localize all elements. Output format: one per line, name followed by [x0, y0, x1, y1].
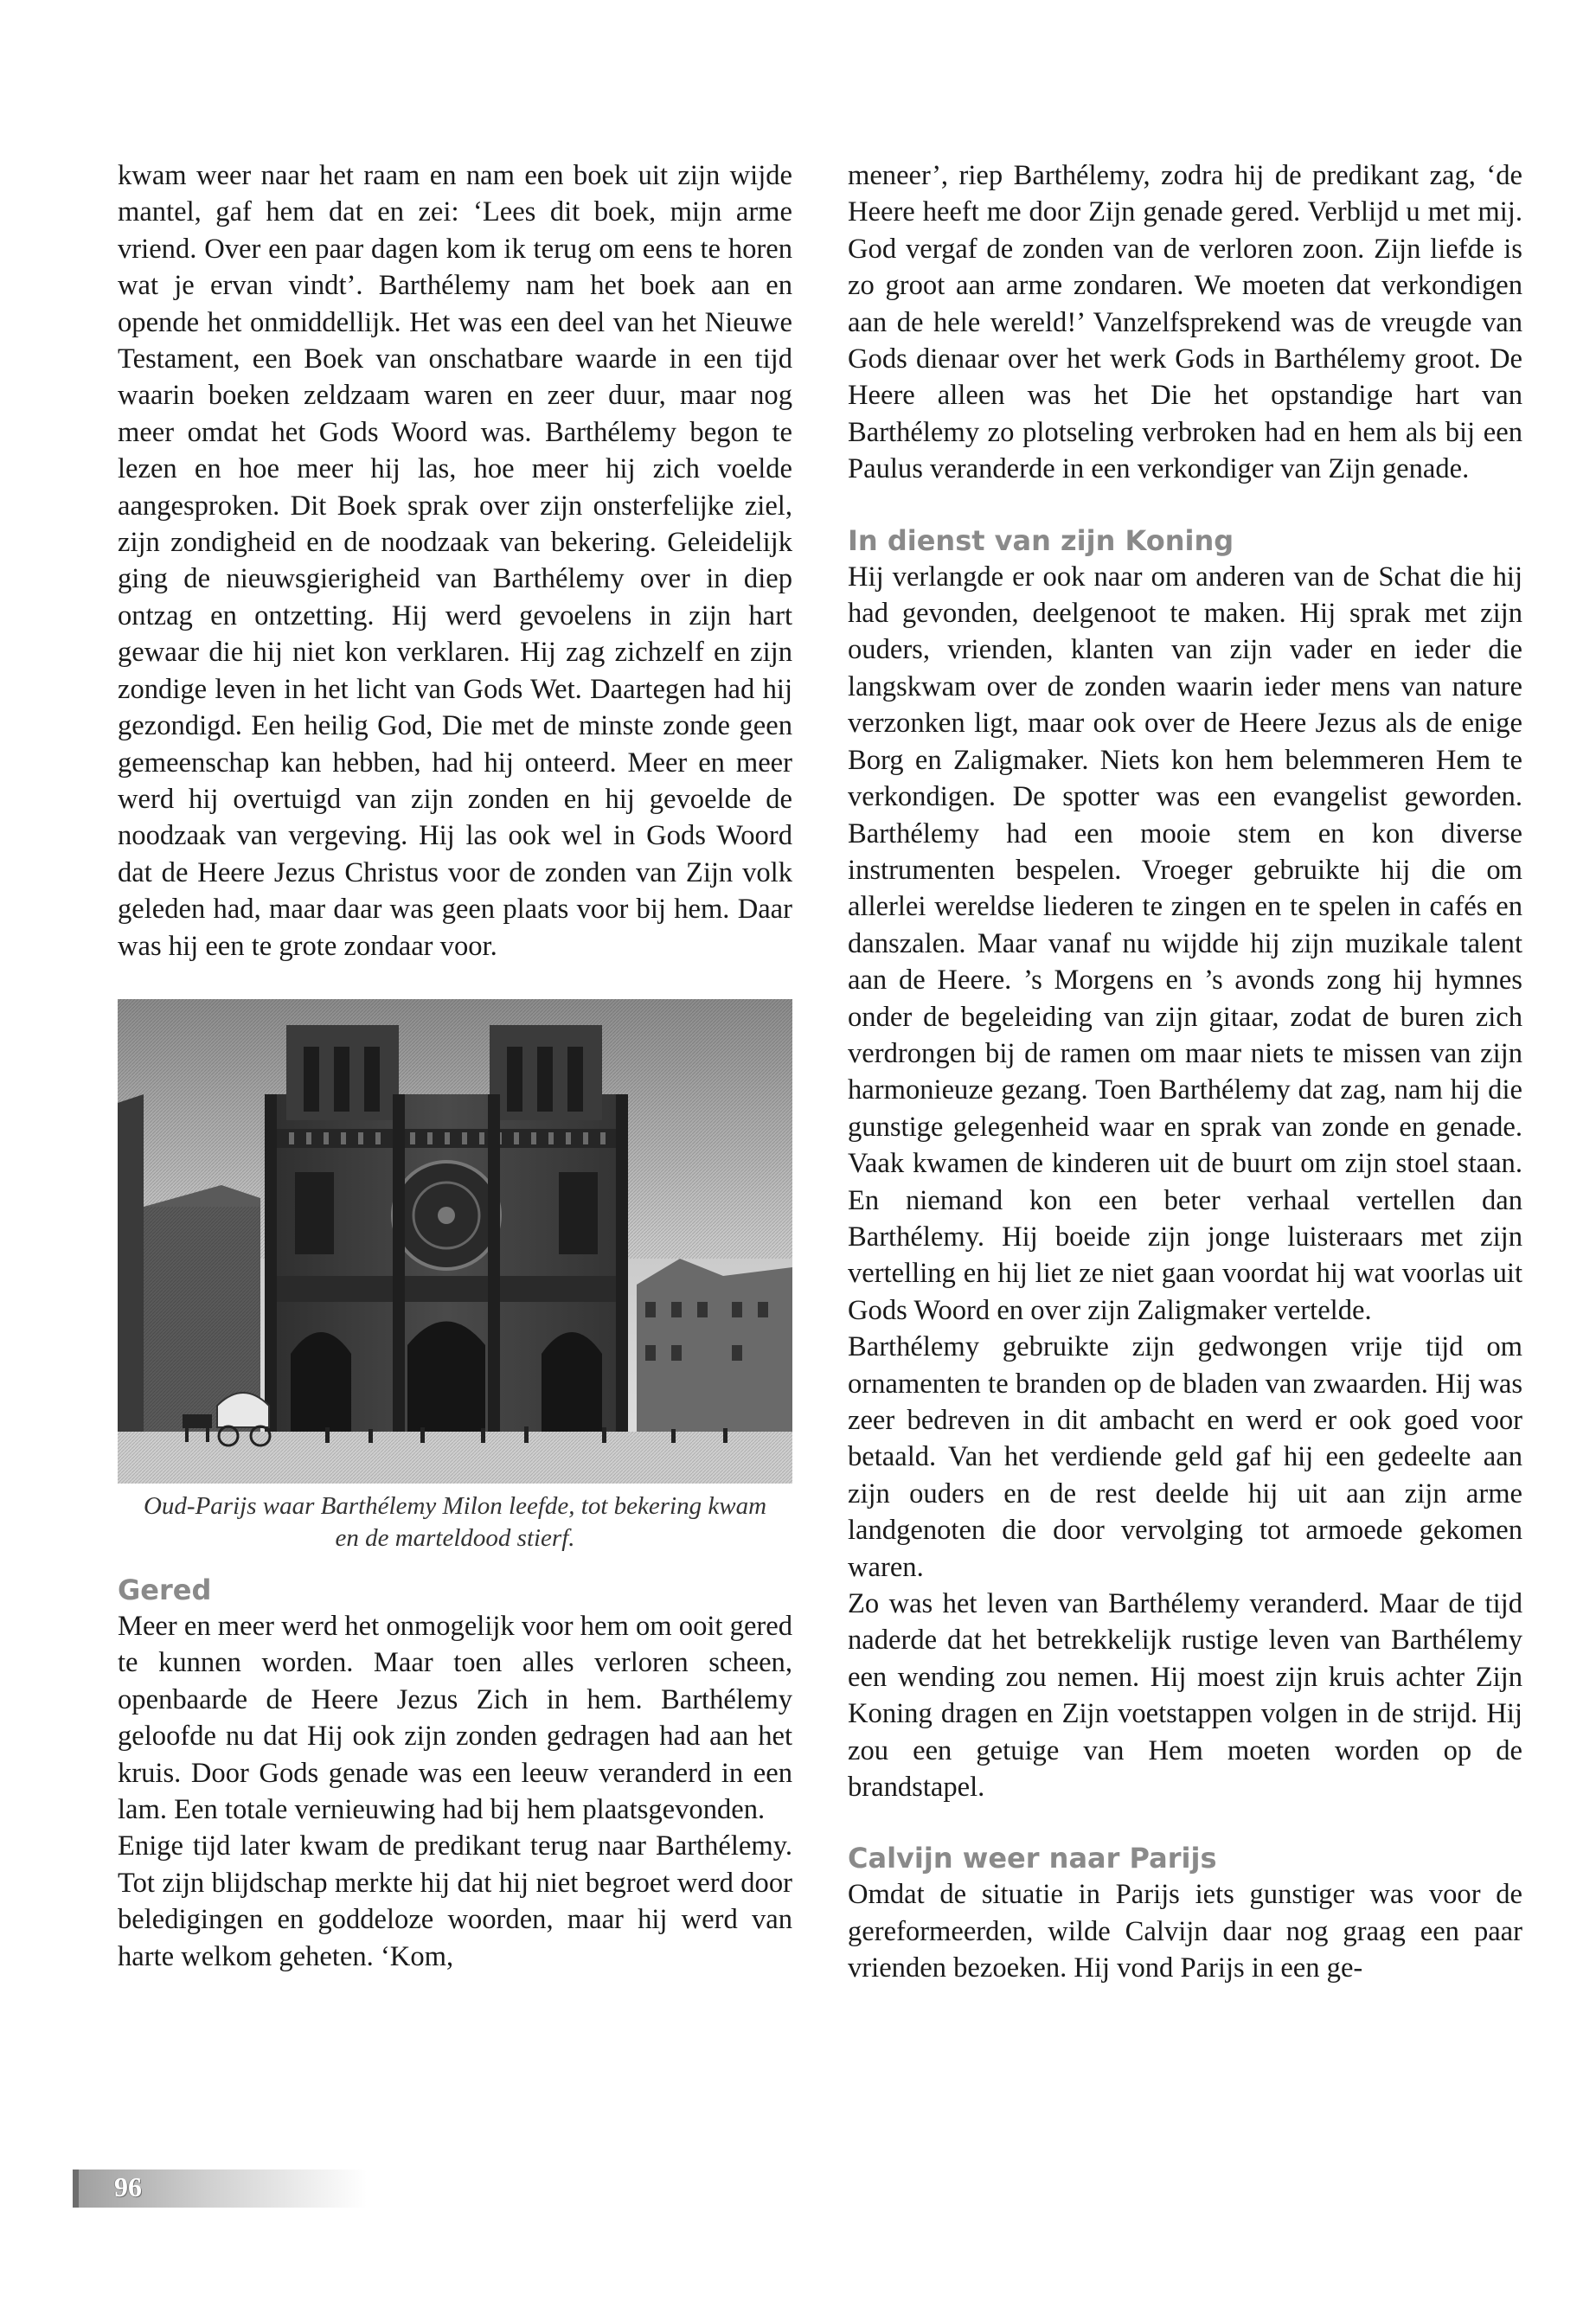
- body-paragraph: kwam weer naar het raam en nam een boek uit zijn wijde mantel, gaf hem dat en zei: ‘Lees dit boek, mijn arme vriend. Over een paar dagen kom ik terug om eens te horen wat je ervan vindt’. Barthélemy nam het boek aan en opende het onmiddellijk. Het was een deel van het Nieuwe Testament, een Boek van onschatbare waarde in een tijd waarin boeken zeldzaam waren en zeer duur, maar nog meer omdat het Gods Woord was. Barthélemy begon te lezen en hoe meer hij las, hoe meer hij zich voelde aangesproken. Dit Boek sprak over zijn onsterfelijke ziel, zijn zondigheid en de noodzaak van bekering. Geleidelijk ging de nieuwsgierigheid van Barthélemy over in diep ontzag en ontzetting. Hij werd gevoelens in zijn hart gewaar die hij niet kon verklaren. Hij zag zichzelf en zijn zondige leven in het licht van Gods Wet. Daartegen had hij gezondigd. Een heilig God, Die met de minste zonde geen gemeenschap kan hebben, had hij onteerd. Meer en meer werd hij overtuigd van zijn zonden en hij gevoelde de noodzaak van vergeving. Hij las ook wel in Gods Woord dat de Heere Jezus Christus voor de zonden van Zijn volk geleden had, maar daar was geen plaats voor bij hem. Daar was hij een te grote zondaar voor.: [118, 160, 792, 962]
- figure-notre-dame: [118, 999, 792, 1554]
- page-number-bar: [73, 2170, 367, 2208]
- body-paragraph: Enige tijd later kwam de predikant terug naar Barthélemy. Tot zijn blijdschap merkte hij dat hij niet begroet werd door beledigingen en goddeloze woorden, maar hij werd van harte welkom geheten. ‘Kom,: [118, 1830, 792, 1972]
- body-paragraph: Hij verlangde er ook naar om anderen van de Schat die hij had gevonden, deelgenoot te maken. Hij sprak met zijn ouders, vrienden, klanten van zijn vader en ieder die langskwam over de zonden waarin ieder mens van nature verzonken ligt, maar ook over de Heere Jezus als de enige Borg en Zaligmaker. Niets kon hem belemmeren Hem te verkondigen. De spotter was een evangelist geworden. Barthélemy had een mooie stem en kon diverse instrumenten bespelen. Vroeger gebruikte hij die om allerlei wereldse liederen te zingen en te spelen in cafés en danszalen. Maar vanaf nu wijdde hij zijn muzikale talent aan de Heere. ’s Morgens en ’s avonds zong hij hymnes onder de begeleiding van zijn gitaar, zodat de buren zich verdrongen bij de ramen om maar niets te missen van zijn harmonieuze gezang. Toen Barthélemy dat zag, nam hij die gunstige gelegenheid waar en sprak van zonde en genade. Vaak kwamen de kinderen uit de buurt om zijn stoel staan. En niemand kon een beter verhaal vertellen dan Barthélemy. Hij boeide zijn jonge luisteraars met zijn vertelling en hij liet ze niet gaan voordat hij wat voorlas uit Gods Woord en over zijn Zaligmaker vertelde.: [848, 561, 1522, 1326]
- section-heading-calvijn: Calvijn weer naar Parijs: [848, 1842, 1217, 1875]
- body-paragraph: Zo was het leven van Barthélemy veranderd. Maar de tijd naderde dat het betrekkelijk rustige leven van Barthélemy een wending zou nemen. Hij moest zijn kruis achter Zijn Koning dragen en Zijn voetstappen volgen in de strijd. Hij zou een getuige van Hem moeten worden op de brandstapel.: [848, 1588, 1522, 1804]
- right-column: [848, 157, 1522, 1987]
- notre-dame-engraving: [118, 999, 792, 1484]
- left-column: [118, 157, 792, 1975]
- figure-caption: Oud-Parijs waar Barthélemy Milon leefde, tot bekering kwam en de marteldood stierf.: [143, 1491, 767, 1552]
- section-heading-dienst: In dienst van zijn Koning: [848, 523, 1234, 557]
- body-paragraph: Barthélemy gebruikte zijn gedwongen vrije tijd om ornamenten te branden op de bladen van zwaarden. Hij was zeer bedreven in dit ambacht en werd er ook goed voor betaald. Van het verdiende geld gaf hij een gedeelte aan zijn ouders en de rest deelde hij uit aan zijn arme landgenoten die door vervolging tot armoede gekomen waren.: [848, 1331, 1522, 1583]
- body-paragraph: Meer en meer werd het onmogelijk voor hem om ooit gered te kunnen worden. Maar toen alles verloren scheen, openbaarde de Heere Jezus Zich in hem. Barthélemy geloofde nu dat Hij ook zijn zonden gedragen had aan het kruis. Door Gods genade was een leeuw veranderd in een lam. Een totale vernieuwing had bij hem plaatsgevonden.: [118, 1610, 792, 1825]
- page-number: 96: [114, 2171, 142, 2202]
- section-heading-gered: Gered: [118, 1573, 212, 1606]
- body-paragraph: Omdat de situatie in Parijs iets gunstiger was voor de gereformeerden, wilde Calvijn daar nog graag een paar vrienden bezoeken. Hij vond Parijs in een ge-: [848, 1879, 1522, 1984]
- body-paragraph: meneer’, riep Barthélemy, zodra hij de predikant zag, ‘de Heere heeft me door Zijn genade gered. Verblijd u met mij. God vergaf de zonden van de verloren zoon. Zijn liefde is zo groot aan arme zondaren. We moeten dat verkondigen aan de hele wereld!’ Vanzelfsprekend was de vreugde van Gods dienaar over het werk Gods in Barthélemy groot. De Heere alleen was het Die het opstandige hart van Barthélemy zo plotseling verbroken had en hem als bij een Paulus veranderde in een verkondiger van Zijn genade.: [848, 160, 1522, 485]
